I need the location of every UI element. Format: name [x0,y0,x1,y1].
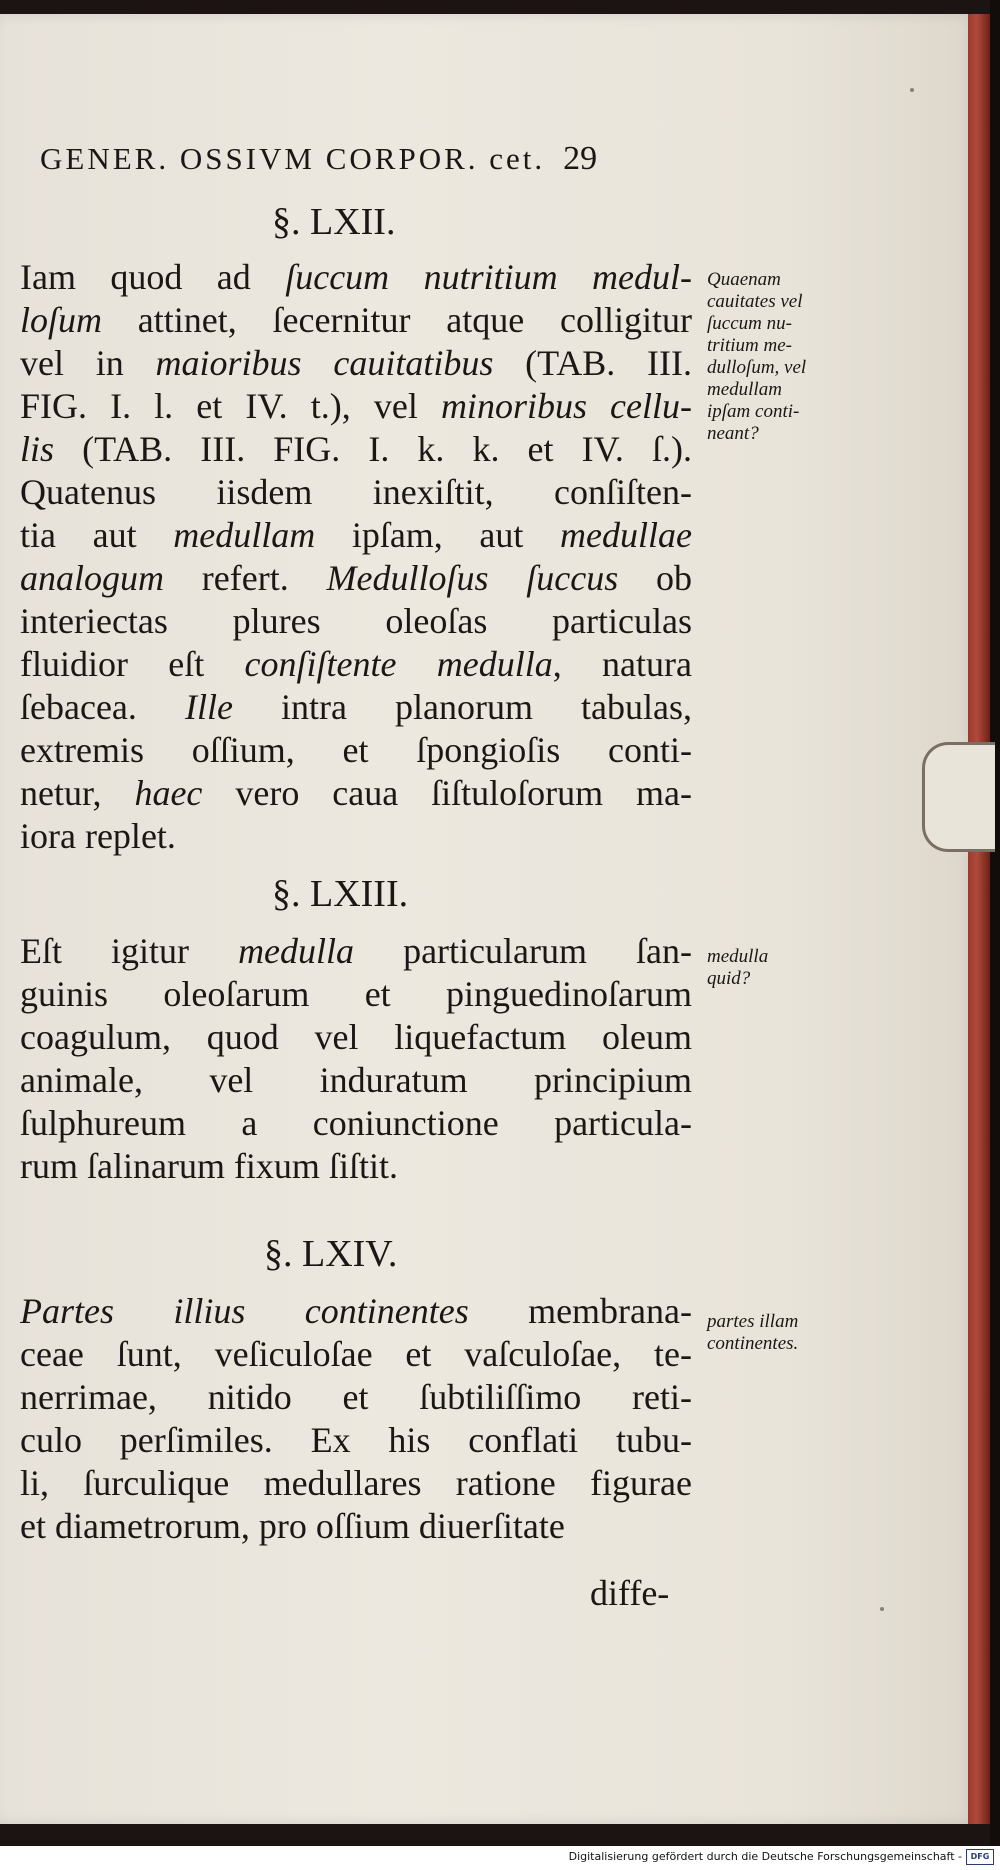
text-run: Eſt igitur [20,931,239,971]
text-line [20,342,692,384]
text-line [20,1016,692,1058]
italic-run: medullae [560,515,692,555]
text-line [20,772,692,814]
text-line [20,1102,692,1144]
text-run: fluidior eſt [20,644,245,684]
footer-credit: Digitalisierung gefördert durch die Deutsche Forschungsgemeinschaft - [568,1850,962,1863]
text-line [20,514,692,556]
text-line [20,686,692,728]
text-line [20,385,692,427]
text-line [20,600,692,642]
text-run: ipſam, aut [315,515,561,555]
page-tab [922,742,995,852]
text-run: guinis oleoſarum et pinguedinoſarum [20,974,692,1014]
italic-run: Medulloſus ſuccus [326,558,619,598]
italic-run: loſum [20,300,103,340]
text-run: animale, vel induratum principium [20,1060,692,1100]
margin-note-line: partes illam [707,1311,799,1332]
text-run: extremis oſſium, et ſpongioſis conti- [20,730,692,770]
catchword: diffe- [590,1573,670,1613]
section-heading: §. LXII. [272,201,396,243]
margin-note-line: tritium me- [707,335,792,356]
paper-speck [880,1607,884,1611]
text-run: intra planorum tabulas, [232,687,692,727]
margin-note-line: medullam [707,379,782,400]
text-run: culo perſimiles. Ex his conflati tubu- [20,1420,692,1460]
text-line [20,643,692,685]
italic-run: lis [20,429,55,469]
margin-note-line: ſuccum nu- [707,313,792,334]
running-head-text: GENER. OSSIVM CORPOR. cet. [40,141,546,176]
text-run: vel in [20,343,156,383]
page-number: 29 [563,140,598,177]
text-run: nerrimae, nitido et ſubtiliſſimo reti- [20,1377,692,1417]
italic-run: medulla [238,931,355,971]
italic-run: conſiſtente medulla [244,644,553,684]
text-line [20,557,692,599]
margin-note-line: continentes. [707,1333,799,1354]
text-run: li, ſurculique medullares ratione figurae [20,1463,692,1503]
margin-note-line: neant? [707,423,759,444]
text-line [20,729,692,771]
text-line [20,471,692,513]
italic-run: ſuccum nutritium medul- [285,257,692,297]
text-line [20,973,692,1015]
italic-run: maioribus cauitatibus [155,343,494,383]
text-line [20,815,692,857]
section-heading: §. LXIV. [264,1233,398,1275]
text-line [20,428,692,470]
margin-note-line: dulloſum, vel [707,357,807,378]
text-line [20,1290,692,1332]
text-run: iora replet. [20,816,176,856]
text-run: ob [618,558,692,598]
text-run: , natura [552,644,692,684]
paper-speck [910,88,914,92]
text-line [20,1505,692,1547]
text-line [20,1145,692,1187]
text-line [20,930,692,972]
italic-run: analogum [20,558,164,598]
text-line [20,1333,692,1375]
text-run: ceae ſunt, veſiculoſae et vaſculoſae, te- [20,1334,692,1374]
margin-note-line: medulla [707,946,769,967]
text-run: tia aut [20,515,174,555]
text-run: (TAB. III. [493,343,692,383]
text-line [20,1059,692,1101]
text-run: FIG. I. l. et IV. t.), vel [20,386,441,426]
running-head [40,140,597,178]
italic-run: minoribus cellu- [440,386,692,426]
text-run: (TAB. III. FIG. I. k. k. et IV. ſ.). [54,429,692,469]
text-line [20,1376,692,1418]
text-run: particularum ſan- [354,931,692,971]
text-run: interiectas plures oleoſas particulas [20,601,692,641]
section-heading: §. LXIII. [272,873,409,915]
text-run: ſulphureum a coniunctione particula- [20,1103,692,1143]
text-line [20,1462,692,1504]
text-run: attinet, ſecernitur atque colligitur [102,300,692,340]
text-run: rum ſalinarum fixum ſiſtit. [20,1146,398,1186]
text-run: Quatenus iisdem inexiſtit, conſiſten- [20,472,692,512]
scan-border [990,0,1000,1870]
book-edge [968,14,990,1824]
text-run: et diametrorum, pro oſſium diuerſitate [20,1506,565,1546]
margin-note-line: quid? [707,968,751,989]
text-run: ſebacea. [20,687,185,727]
margin-note-line: ipſam conti- [707,401,800,422]
italic-run: haec [134,773,203,813]
italic-run: medullam [173,515,316,555]
italic-run: Ille [184,687,233,727]
text-run: coagulum, quod vel liquefactum oleum [20,1017,692,1057]
text-run: Iam quod ad [20,257,286,297]
margin-note-line: cauitates vel [707,291,803,312]
text-run: refert. [164,558,327,598]
text-line [20,1419,692,1461]
text-line [20,256,692,298]
italic-run: Partes illius continentes [20,1291,469,1331]
dfg-logo: DFG [966,1849,994,1865]
text-run: netur, [20,773,135,813]
margin-note-line: Quaenam [707,269,781,290]
text-run: membrana- [468,1291,692,1331]
text-line [20,299,692,341]
text-run: vero caua ſiſtuloſorum ma- [202,773,692,813]
